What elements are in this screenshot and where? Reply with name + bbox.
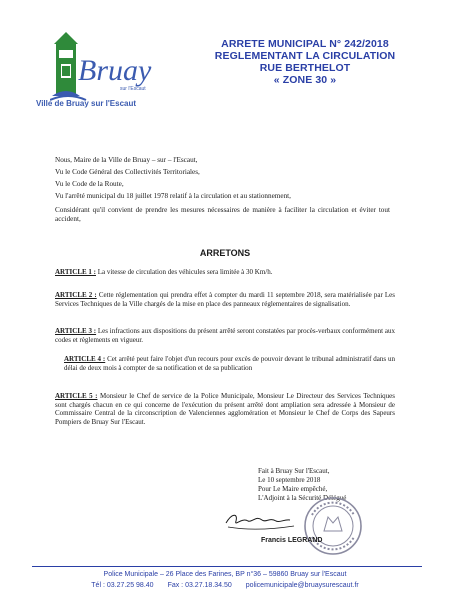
preamble-line: Vu le Code Général des Collectivités Territoriales, <box>55 168 200 176</box>
footer-phone: Tél : 03.27.25 98.40 <box>91 582 154 589</box>
article-text: Monsieur le Chef de service de la Police Municipale, Monsieur Le Directeur des Services Techniques sont chargés chacun en ce qui concerne de l'exécution du présent arrêté dont ampliation sera adressée à Monsieur de Commissaire Central de la circonscription de Valenciennes agglomération et Monsieur le Chef de Corps des Sapeurs Pompiers de Bruay Sur l'Escaut. <box>55 392 395 426</box>
article-label: ARTICLE 5 : <box>55 392 98 400</box>
title-line: RUE BERTHELOT <box>259 62 351 74</box>
city-logo <box>50 30 160 110</box>
article-text: Cet arrêté peut faire l'objet d'un recours pour excès de pouvoir devant le tribunal administratif dans un délai de deux mois à compter de sa notification et de sa publication <box>64 355 395 372</box>
footer-email[interactable]: policemunicipale@bruaysurescaut.fr <box>245 582 359 589</box>
footer-fax: Fax : 03.27.18.34.50 <box>167 582 232 589</box>
handwritten-signature <box>222 505 307 535</box>
article-4 <box>64 355 395 372</box>
article-label: ARTICLE 1 : <box>55 268 96 276</box>
signature-mention: Pour Le Maire empêché, <box>258 485 328 493</box>
preamble-line: Considérant qu'il convient de prendre les mesures nécessaires de manière à faciliter la circulation et éviter tout accident, <box>55 206 390 223</box>
footer-address: Police Municipale – 26 Place des Farines, BP n°36 – 59860 Bruay sur l'Escaut <box>103 571 347 578</box>
title-line: REGLEMENTANT LA CIRCULATION <box>214 50 396 62</box>
article-text: Cette réglementation qui prendra effet à compter du mardi 11 septembre 2018, sera matérialisée par Les Services Techniques de la Ville chargés de la mise en place des panneaux réglementaires de signalisation. <box>55 291 395 308</box>
footer-contacts <box>55 582 395 589</box>
section-heading: ARRETONS <box>199 248 251 258</box>
signature-date: Le 10 septembre 2018 <box>258 476 321 484</box>
signature-place: Fait à Bruay Sur l'Escaut, <box>258 467 330 475</box>
title-line: « ZONE 30 » <box>273 74 337 86</box>
logo-wordmark: Bruay <box>78 54 152 87</box>
article-label: ARTICLE 3 : <box>55 327 97 335</box>
signatory-title: L'Adjoint à la Sécurité Délégué <box>258 494 347 502</box>
article-2 <box>55 291 395 308</box>
article-5 <box>55 392 395 426</box>
article-3 <box>55 327 395 344</box>
article-text: La vitesse de circulation des véhicules sera limitée à 30 Km/h. <box>95 268 273 276</box>
document-title <box>195 38 415 86</box>
logo-caption: Ville de Bruay sur l'Escaut <box>36 99 137 108</box>
article-label: ARTICLE 2 : <box>55 291 97 299</box>
footer-divider <box>32 566 422 567</box>
official-stamp <box>302 495 364 557</box>
article-label: ARTICLE 4 : <box>64 355 106 363</box>
article-1 <box>55 268 395 277</box>
preamble-line: Vu l'arrêté municipal du 18 juillet 1978 relatif à la circulation et au stationnement, <box>55 192 291 200</box>
title-line: ARRETE MUNICIPAL N° 242/2018 <box>221 38 389 50</box>
preamble-line: Vu le Code de la Route, <box>55 180 124 188</box>
logo-subtext: sur l'Escaut <box>120 86 146 92</box>
signatory-name: Francis LEGRAND <box>261 537 323 544</box>
article-text: Les infractions aux dispositions du présent arrêté seront constatées par procès-verbaux conformément aux codes et règlements en vigueur. <box>55 327 396 344</box>
preamble-line: Nous, Maire de la Ville de Bruay – sur – l'Escaut, <box>55 156 198 164</box>
